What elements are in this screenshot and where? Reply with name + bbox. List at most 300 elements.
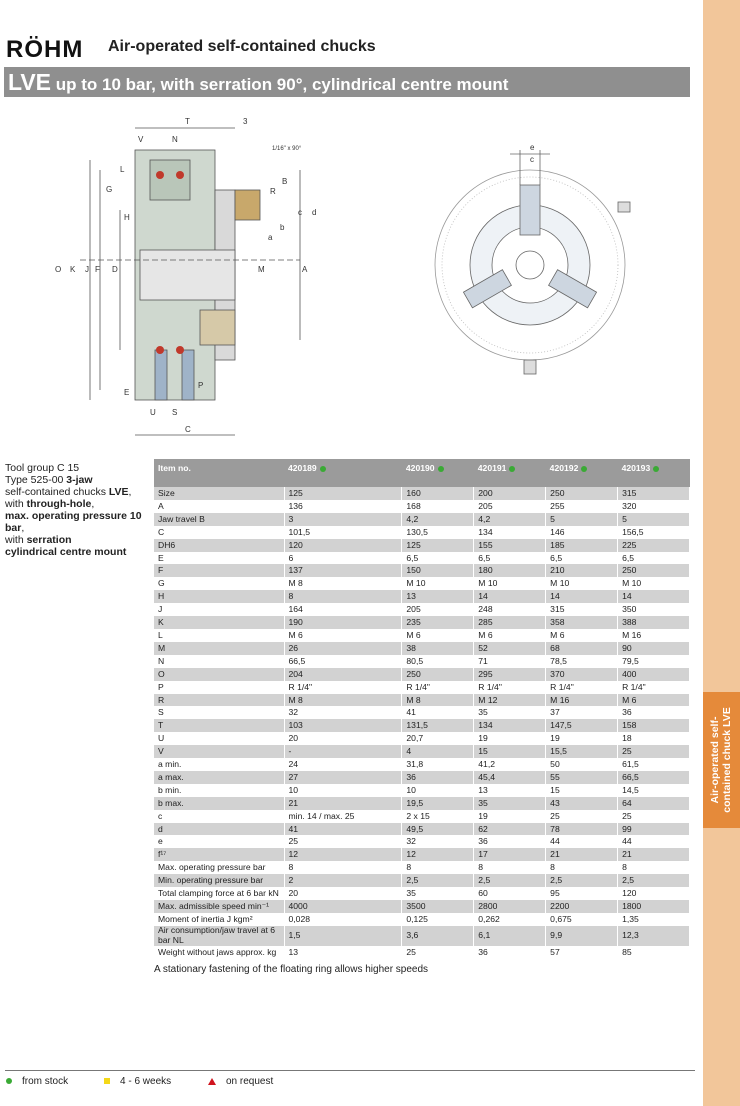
- table-cell: 103: [284, 719, 402, 732]
- table-cell: M 6: [546, 629, 618, 642]
- table-cell: 185: [546, 539, 618, 552]
- table-cell: 44: [618, 835, 690, 848]
- table-cell: M 10: [474, 577, 546, 590]
- tool-group: Tool group C 15: [5, 462, 80, 474]
- table-row: [154, 642, 690, 655]
- row-label: a min.: [154, 758, 284, 771]
- table-cell: 2: [284, 874, 402, 887]
- table-cell: M 6: [402, 629, 474, 642]
- table-cell: 25: [618, 810, 690, 823]
- table-cell: M 10: [618, 577, 690, 590]
- table-cell: 61,5: [618, 758, 690, 771]
- table-cell: 14: [546, 590, 618, 603]
- table-cell: 50: [546, 758, 618, 771]
- table-cell: 19: [546, 732, 618, 745]
- row-label: O: [154, 668, 284, 681]
- table-row: [154, 887, 690, 900]
- table-row: [154, 552, 690, 565]
- row-label: J: [154, 603, 284, 616]
- table-cell: 25: [618, 745, 690, 758]
- table-cell: 32: [402, 835, 474, 848]
- table-cell: 17: [474, 848, 546, 861]
- table-cell: 8: [546, 861, 618, 874]
- row-label: N: [154, 655, 284, 668]
- table-cell: 388: [618, 616, 690, 629]
- table-cell: 99: [618, 823, 690, 836]
- table-cell: 205: [402, 603, 474, 616]
- section-tab-label: Air-operated self- contained chuck LVE: [709, 707, 733, 813]
- row-label: b max.: [154, 797, 284, 810]
- table-row: [154, 539, 690, 552]
- dim-label-J: J: [85, 265, 89, 274]
- table-cell: M 6: [618, 694, 690, 707]
- table-cell: 160: [402, 487, 474, 500]
- table-cell: 26: [284, 642, 402, 655]
- table-cell: 78,5: [546, 655, 618, 668]
- table-row: [154, 564, 690, 577]
- table-cell: 78: [546, 823, 618, 836]
- row-label: A: [154, 500, 284, 513]
- table-cell: 13: [284, 946, 402, 959]
- page-header-title: Air-operated self-contained chucks: [108, 38, 376, 55]
- dim-label-N: N: [172, 135, 178, 144]
- row-label: S: [154, 706, 284, 719]
- table-cell: 136: [284, 500, 402, 513]
- table-row: [154, 616, 690, 629]
- dim-label-L: L: [120, 165, 125, 174]
- table-row: [154, 861, 690, 874]
- table-cell: 125: [402, 539, 474, 552]
- header-item-420190: 420190: [402, 459, 474, 487]
- table-cell: 147,5: [546, 719, 618, 732]
- table-cell: min. 14 / max. 25: [284, 810, 402, 823]
- table-cell: 52: [474, 642, 546, 655]
- table-cell: 14: [618, 590, 690, 603]
- dim-label-serration: 1/16" x 90°: [272, 146, 302, 152]
- table-cell: 250: [402, 668, 474, 681]
- table-row: [154, 590, 690, 603]
- table-cell: 36: [474, 946, 546, 959]
- table-cell: 6,5: [546, 552, 618, 565]
- table-row: [154, 784, 690, 797]
- table-cell: 2800: [474, 900, 546, 913]
- table-cell: 1,35: [618, 913, 690, 926]
- row-label: Max. operating pressure bar: [154, 861, 284, 874]
- row-label: Total clamping force at 6 bar kN: [154, 887, 284, 900]
- table-cell: 19: [474, 732, 546, 745]
- row-label: Jaw travel B: [154, 513, 284, 526]
- table-cell: 24: [284, 758, 402, 771]
- section-tab[interactable]: [703, 692, 740, 828]
- dim-label-d: d: [312, 208, 317, 217]
- table-cell: M 6: [284, 629, 402, 642]
- table-cell: 8: [284, 590, 402, 603]
- row-label: G: [154, 577, 284, 590]
- dim-label-F: F: [95, 265, 100, 274]
- table-cell: 13: [474, 784, 546, 797]
- dim-label-b: b: [280, 223, 285, 232]
- table-cell: 41,2: [474, 758, 546, 771]
- table-cell: 8: [474, 861, 546, 874]
- table-cell: 45,4: [474, 771, 546, 784]
- row-label: K: [154, 616, 284, 629]
- table-cell: 21: [618, 848, 690, 861]
- table-cell: 57: [546, 946, 618, 959]
- table-cell: 225: [618, 539, 690, 552]
- table-row: [154, 629, 690, 642]
- table-cell: M 12: [474, 694, 546, 707]
- table-cell: 235: [402, 616, 474, 629]
- table-cell: 36: [618, 706, 690, 719]
- table-cell: 20,7: [402, 732, 474, 745]
- table-cell: 80,5: [402, 655, 474, 668]
- dim-label-H: H: [124, 213, 130, 222]
- table-cell: 204: [284, 668, 402, 681]
- table-cell: 10: [402, 784, 474, 797]
- table-cell: 18: [618, 732, 690, 745]
- table-cell: 134: [474, 526, 546, 539]
- table-cell: 14: [474, 590, 546, 603]
- table-cell: M 8: [402, 694, 474, 707]
- side-strip: [703, 0, 740, 1106]
- specs-table: [154, 459, 690, 959]
- title-prefix: LVE: [8, 69, 52, 95]
- dim-label-C: C: [185, 425, 191, 434]
- table-cell: 180: [474, 564, 546, 577]
- row-label: a max.: [154, 771, 284, 784]
- row-label: H: [154, 590, 284, 603]
- table-cell: 2,5: [546, 874, 618, 887]
- table-row: [154, 874, 690, 887]
- table-cell: 146: [546, 526, 618, 539]
- table-cell: 21: [546, 848, 618, 861]
- table-cell: 0,262: [474, 913, 546, 926]
- row-label: b min.: [154, 784, 284, 797]
- row-label: P: [154, 681, 284, 694]
- table-cell: 62: [474, 823, 546, 836]
- table-cell: 10: [284, 784, 402, 797]
- table-row: [154, 513, 690, 526]
- green-dot-icon: [6, 1078, 12, 1084]
- table-row: [154, 946, 690, 959]
- table-row: [154, 823, 690, 836]
- row-label: L: [154, 629, 284, 642]
- table-row: [154, 500, 690, 513]
- row-label: C: [154, 526, 284, 539]
- table-cell: 6,5: [402, 552, 474, 565]
- table-cell: 12: [402, 848, 474, 861]
- header-item-420191: 420191: [474, 459, 546, 487]
- table-cell: 210: [546, 564, 618, 577]
- table-cell: 200: [474, 487, 546, 500]
- table-cell: 164: [284, 603, 402, 616]
- table-cell: R 1/4": [546, 681, 618, 694]
- legend-on-request: on request: [208, 1076, 273, 1087]
- table-cell: 2200: [546, 900, 618, 913]
- table-cell: 27: [284, 771, 402, 784]
- table-row: [154, 655, 690, 668]
- table-cell: 35: [402, 887, 474, 900]
- table-cell: 60: [474, 887, 546, 900]
- table-cell: 158: [618, 719, 690, 732]
- table-cell: 250: [618, 564, 690, 577]
- front-view: [435, 150, 630, 374]
- title-bar: [4, 67, 690, 97]
- table-cell: R 1/4": [474, 681, 546, 694]
- table-cell: 358: [546, 616, 618, 629]
- table-cell: 2,5: [402, 874, 474, 887]
- row-label: d: [154, 823, 284, 836]
- table-row: [154, 487, 690, 500]
- table-cell: 2 x 15: [402, 810, 474, 823]
- table-cell: 49,5: [402, 823, 474, 836]
- dim-label-front-c: c: [530, 155, 534, 164]
- row-label: E: [154, 552, 284, 565]
- row-label: M: [154, 642, 284, 655]
- table-cell: 35: [474, 706, 546, 719]
- dim-label-K: K: [70, 265, 76, 274]
- table-cell: 12: [284, 848, 402, 861]
- table-cell: 6,5: [618, 552, 690, 565]
- table-cell: 315: [618, 487, 690, 500]
- table-cell: 15,5: [546, 745, 618, 758]
- table-row: [154, 758, 690, 771]
- table-cell: 19,5: [402, 797, 474, 810]
- table-row: [154, 706, 690, 719]
- speed-footnote: A stationary fastening of the floating ring allows higher speeds: [154, 964, 429, 975]
- table-cell: 79,5: [618, 655, 690, 668]
- table-cell: 1800: [618, 900, 690, 913]
- table-row: [154, 745, 690, 758]
- specs-table-header: [154, 459, 690, 487]
- table-cell: 35: [474, 797, 546, 810]
- table-cell: 44: [546, 835, 618, 848]
- row-label: Moment of inertia J kgm²: [154, 913, 284, 926]
- row-label: Size: [154, 487, 284, 500]
- table-cell: 370: [546, 668, 618, 681]
- table-cell: 68: [546, 642, 618, 655]
- table-cell: 15: [474, 745, 546, 758]
- table-cell: 150: [402, 564, 474, 577]
- in-stock-dot-icon: [653, 466, 659, 472]
- table-row: [154, 577, 690, 590]
- table-cell: 4,2: [402, 513, 474, 526]
- dim-label-T: T: [185, 117, 190, 126]
- technical-drawing: [40, 110, 700, 450]
- table-cell: 6,5: [474, 552, 546, 565]
- table-cell: 5: [546, 513, 618, 526]
- table-cell: 8: [284, 861, 402, 874]
- row-label: T: [154, 719, 284, 732]
- table-cell: 137: [284, 564, 402, 577]
- table-row: [154, 771, 690, 784]
- title-rest: up to 10 bar, with serration 90°, cylindrical centre mount: [51, 75, 509, 94]
- table-cell: 250: [546, 487, 618, 500]
- dim-label-O: O: [55, 265, 62, 274]
- table-cell: 90: [618, 642, 690, 655]
- row-label: V: [154, 745, 284, 758]
- dim-label-S: S: [172, 408, 178, 417]
- table-cell: 0,125: [402, 913, 474, 926]
- header-item-420192: 420192: [546, 459, 618, 487]
- table-cell: 64: [618, 797, 690, 810]
- table-row: [154, 913, 690, 926]
- table-row: [154, 668, 690, 681]
- table-row: [154, 810, 690, 823]
- table-row: [154, 681, 690, 694]
- table-cell: 4,2: [474, 513, 546, 526]
- table-cell: M 16: [618, 629, 690, 642]
- dim-label-P: P: [198, 381, 204, 390]
- table-cell: R 1/4": [618, 681, 690, 694]
- table-row: [154, 603, 690, 616]
- in-stock-dot-icon: [320, 466, 326, 472]
- table-cell: 9,9: [546, 926, 618, 946]
- table-row: [154, 732, 690, 745]
- table-cell: 120: [618, 887, 690, 900]
- table-cell: 0,028: [284, 913, 402, 926]
- row-label: R: [154, 694, 284, 707]
- table-cell: 0,675: [546, 913, 618, 926]
- table-cell: 8: [402, 861, 474, 874]
- table-cell: 3500: [402, 900, 474, 913]
- footer-divider: [5, 1070, 695, 1071]
- table-cell: R 1/4": [402, 681, 474, 694]
- row-label: Weight without jaws approx. kg: [154, 946, 284, 959]
- header-item-420189: 420189: [284, 459, 402, 487]
- table-cell: 255: [546, 500, 618, 513]
- yellow-square-icon: [104, 1078, 110, 1084]
- row-label: Min. operating pressure bar: [154, 874, 284, 887]
- dim-label-G: G: [106, 185, 113, 194]
- table-cell: 95: [546, 887, 618, 900]
- dim-label-front-e: e: [530, 143, 535, 152]
- table-cell: 36: [402, 771, 474, 784]
- table-cell: 3: [284, 513, 402, 526]
- in-stock-dot-icon: [509, 466, 515, 472]
- row-label: DH6: [154, 539, 284, 552]
- table-cell: 3,6: [402, 926, 474, 946]
- table-cell: 41: [284, 823, 402, 836]
- dim-label-D: D: [112, 265, 118, 274]
- legend-from-stock: from stock: [6, 1076, 68, 1087]
- table-cell: 21: [284, 797, 402, 810]
- table-row: [154, 719, 690, 732]
- row-label: c: [154, 810, 284, 823]
- row-label: U: [154, 732, 284, 745]
- table-cell: 71: [474, 655, 546, 668]
- table-cell: 32: [284, 706, 402, 719]
- dim-label-E: E: [124, 388, 130, 397]
- table-cell: 14,5: [618, 784, 690, 797]
- table-cell: -: [284, 745, 402, 758]
- table-cell: 134: [474, 719, 546, 732]
- table-row: [154, 694, 690, 707]
- table-cell: 19: [474, 810, 546, 823]
- table-cell: 36: [474, 835, 546, 848]
- dim-label-3: 3: [243, 117, 248, 126]
- dim-label-V: V: [138, 135, 144, 144]
- table-row: [154, 926, 690, 946]
- table-cell: 55: [546, 771, 618, 784]
- table-cell: 8: [618, 861, 690, 874]
- table-cell: 66,5: [284, 655, 402, 668]
- table-cell: 43: [546, 797, 618, 810]
- row-label: Air consumption/jaw travel at 6 bar NL: [154, 926, 284, 946]
- table-cell: 248: [474, 603, 546, 616]
- table-cell: 15: [546, 784, 618, 797]
- row-label: Max. admissible speed min⁻¹: [154, 900, 284, 913]
- table-cell: M 6: [474, 629, 546, 642]
- table-cell: 20: [284, 887, 402, 900]
- table-cell: 6,1: [474, 926, 546, 946]
- dim-label-B: B: [282, 177, 288, 186]
- dim-label-U: U: [150, 408, 156, 417]
- table-cell: 295: [474, 668, 546, 681]
- product-description: Tool group C 15 Type 525-00 3-jaw self-contained chucks LVE, with through-hole, max. operating pressure 10 bar, with serration cylindrical centre mount: [5, 462, 150, 558]
- table-cell: M 8: [284, 577, 402, 590]
- table-cell: 4: [402, 745, 474, 758]
- table-cell: 25: [284, 835, 402, 848]
- brand-logo: RÖHM: [6, 36, 84, 63]
- header-item-420193: 420193: [618, 459, 690, 487]
- dim-label-R: R: [270, 187, 276, 196]
- table-cell: M 10: [546, 577, 618, 590]
- table-row: [154, 900, 690, 913]
- table-cell: 38: [402, 642, 474, 655]
- table-cell: 190: [284, 616, 402, 629]
- table-cell: 101,5: [284, 526, 402, 539]
- in-stock-dot-icon: [581, 466, 587, 472]
- table-cell: M 16: [546, 694, 618, 707]
- dim-label-a: a: [268, 233, 273, 242]
- table-cell: 6: [284, 552, 402, 565]
- table-cell: M 10: [402, 577, 474, 590]
- table-row: [154, 797, 690, 810]
- table-cell: 2,5: [474, 874, 546, 887]
- table-cell: 20: [284, 732, 402, 745]
- table-cell: 5: [618, 513, 690, 526]
- table-cell: 31,8: [402, 758, 474, 771]
- table-cell: 2,5: [618, 874, 690, 887]
- table-row: [154, 848, 690, 861]
- table-cell: 320: [618, 500, 690, 513]
- table-cell: 66,5: [618, 771, 690, 784]
- table-cell: 155: [474, 539, 546, 552]
- table-cell: 85: [618, 946, 690, 959]
- table-cell: 205: [474, 500, 546, 513]
- header-item-no: Item no.: [154, 459, 284, 487]
- table-cell: 120: [284, 539, 402, 552]
- table-cell: M 8: [284, 694, 402, 707]
- row-label: e: [154, 835, 284, 848]
- side-section-view: [80, 128, 300, 435]
- table-cell: 12,3: [618, 926, 690, 946]
- dim-label-A: A: [302, 265, 308, 274]
- table-cell: 285: [474, 616, 546, 629]
- table-row: [154, 526, 690, 539]
- red-triangle-icon: [208, 1078, 216, 1085]
- row-label: f¹⁷: [154, 848, 284, 861]
- legend-weeks: 4 - 6 weeks: [104, 1076, 171, 1087]
- table-cell: 25: [402, 946, 474, 959]
- dim-label-c: c: [298, 208, 302, 217]
- table-cell: 1,5: [284, 926, 402, 946]
- dim-label-M: M: [258, 265, 265, 274]
- table-cell: 125: [284, 487, 402, 500]
- table-cell: 13: [402, 590, 474, 603]
- table-cell: 350: [618, 603, 690, 616]
